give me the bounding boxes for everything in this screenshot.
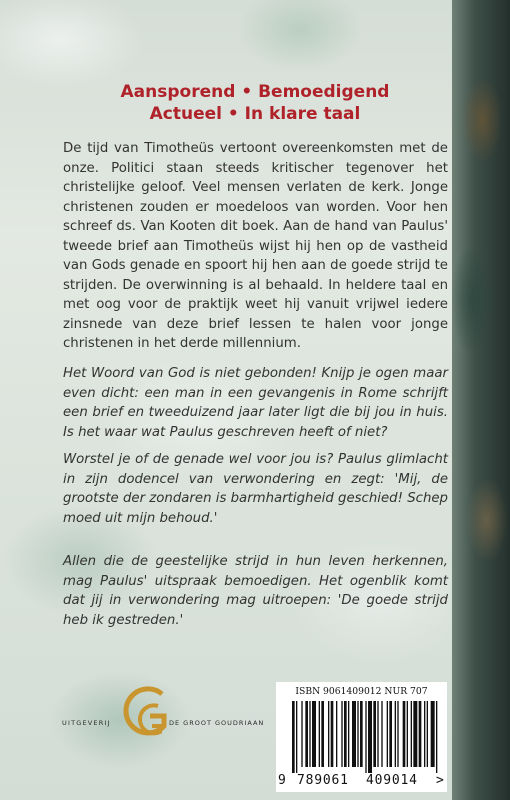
barcode-digit-end: >	[436, 773, 444, 788]
barcode-bar	[319, 701, 320, 767]
barcode-bar	[419, 701, 422, 767]
barcode-bar	[368, 701, 372, 773]
barcode-bar	[305, 701, 308, 767]
barcode-bar	[341, 701, 342, 767]
barcode-bar	[360, 701, 363, 767]
barcode-bar	[436, 701, 437, 773]
headline-line-1: Aansporend • Bemoedigend	[120, 82, 390, 102]
barcode-bar	[427, 701, 428, 767]
barcode-bars	[292, 701, 440, 773]
barcode-bar	[411, 701, 412, 767]
barcode-bar	[373, 701, 376, 767]
barcode-bar	[292, 701, 295, 773]
barcode-digit-group-2: 409014	[366, 773, 418, 788]
gg-monogram-icon	[118, 680, 178, 750]
barcode-bar	[403, 701, 406, 767]
barcode-bar	[413, 701, 417, 767]
barcode-digit-lead: 9	[278, 773, 286, 788]
barcode-bar	[387, 701, 388, 767]
barcode-bar	[365, 701, 366, 773]
barcode-bar	[301, 701, 302, 767]
barcode-bar	[336, 701, 337, 767]
barcode-bar	[348, 701, 349, 767]
blurb-paragraph-3: Worstel je of de genade wel voor jou is? Paulus glimlacht in zijn dodencel van verwondering en zegt: 'Mij, de grootste der zondaren is barmhartigheid geschied! Schep moed uit mijn behoud.'	[63, 452, 448, 526]
barcode-bar	[377, 701, 378, 767]
barcode-bar	[431, 701, 435, 767]
barcode-bar	[357, 701, 358, 767]
barcode-bar	[389, 701, 392, 767]
blurb-paragraph-1: De tijd van Timotheüs vertoont overeenkomsten met de onze. Politici staan steeds kritischer tegenover het christelijke geloof. Veel mensen verlaten de kerk. Jonge christenen zouden er moedeloos van worden. Voor hen schreef ds. Van Kooten dit boek. Aan de hand van Paulus' tweede brief aan Timotheüs wijst hij hen op de vastheid van Gods genade en spoort hij hen aan de goede strijd te strijden. De overwinning is al behaald. In heldere taal en met oog voor de praktijk weet hij vanuit vrijwel iedere zinsnede van deze brief lessen te halen voor jonge christenen in het derde millennium.	[63, 141, 448, 351]
barcode-bar	[328, 701, 329, 767]
barcode-bar	[321, 701, 324, 767]
barcode	[276, 682, 447, 792]
barcode-bar	[424, 701, 425, 767]
publisher-label: UITGEVERIJ	[62, 719, 111, 727]
barcode-bar	[296, 701, 297, 773]
barcode-digit-group-1: 789061	[297, 773, 349, 788]
barcode-bar	[397, 701, 398, 767]
publisher-name: DE GROOT GOUDRIAAN	[169, 719, 265, 727]
barcode-bar	[381, 701, 382, 767]
barcode-bar	[309, 701, 310, 767]
barcode-bar	[331, 701, 334, 767]
blurb-paragraph-2: Het Woord van God is niet gebonden! Knijp je ogen maar even dicht: een man in een gevangenis in Rome schrijft een brief en tweeduizend jaar later ligt die bij jou in huis. Is het waar wat Paulus geschreven heeft of niet?	[63, 366, 448, 440]
publisher-logo	[62, 680, 265, 750]
barcode-bar	[312, 701, 316, 767]
headline-line-2: Actueel • In klare taal	[149, 104, 361, 124]
blurb-paragraph-4: Allen die de geestelijke strijd in hun leven herkennen, mag Paulus' uitspraak bemoedigen. Het ogenblik komt dat jij in verwondering mag uitroepen: 'De goede strijd heb ik gestreden.'	[63, 554, 448, 628]
barcode-bar	[352, 701, 356, 767]
barcode-bar	[395, 701, 396, 767]
barcode-bar	[344, 701, 347, 767]
isbn-text: ISBN 9061409012 NUR 707	[295, 686, 428, 697]
barcode-bar	[407, 701, 408, 767]
